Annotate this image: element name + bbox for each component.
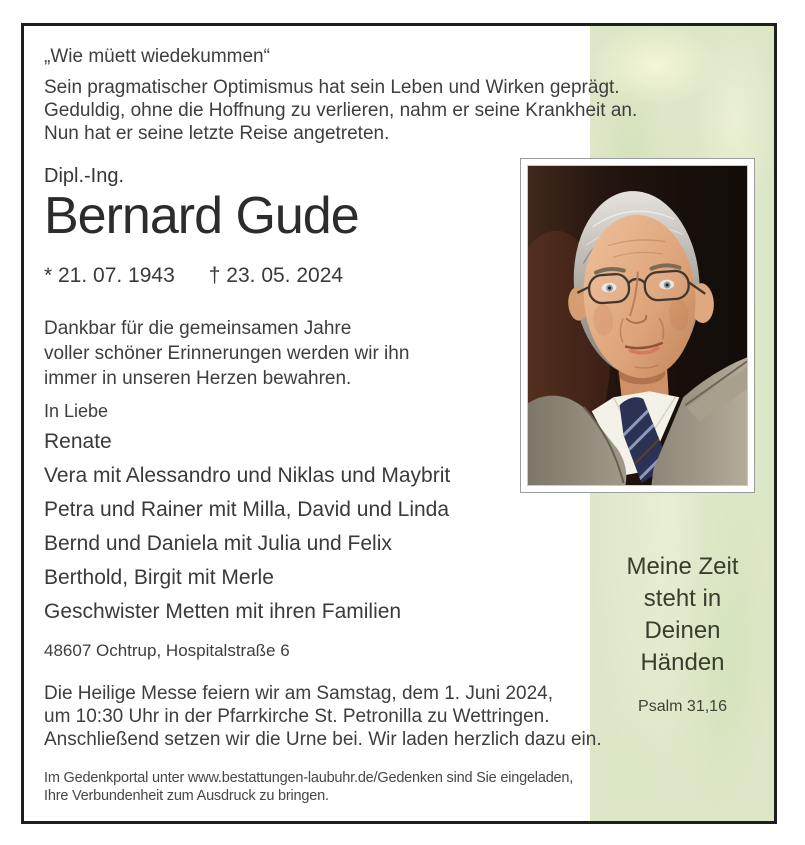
mourner-line: Geschwister Metten mit ihren Familien (44, 600, 402, 623)
gratitude-line: immer in unseren Herzen bewahren. (44, 368, 352, 389)
psalm-line: Meine Zeit (626, 553, 739, 580)
mourner-line: Vera mit Alessandro und Niklas und Maybrit (44, 464, 451, 487)
deceased-name: Bernard Gude (44, 187, 359, 245)
mourner-line: Renate (44, 430, 112, 453)
birth-date: * 21. 07. 1943 (44, 264, 175, 287)
mourners-list (44, 425, 450, 629)
mourner-line: Bernd und Daniela mit Julia und Felix (44, 532, 392, 555)
service-line: Die Heilige Messe feiern wir am Samstag, dem 1. Juni 2024, (44, 683, 554, 704)
psalm-line: Händen (640, 649, 725, 676)
intro-line: Nun hat er seine letzte Reise angetreten. (44, 123, 390, 144)
service-line: Anschließend setzen wir die Urne bei. Wir laden herzlich dazu ein. (44, 729, 602, 750)
in-love-label: In Liebe (44, 401, 109, 421)
memorial-line: Ihre Verbundenheit zum Ausdruck zu bringen. (44, 788, 329, 804)
psalm-line: steht in (643, 585, 722, 612)
death-date: † 23. 05. 2024 (208, 264, 344, 287)
life-dates (44, 264, 343, 288)
academic-title: Dipl.-Ing. (44, 165, 125, 187)
portrait-photo (528, 166, 747, 485)
psalm-verse (590, 551, 775, 723)
service-paragraph (44, 682, 602, 751)
intro-line: Sein pragmatischer Optimismus hat sein Leben und Wirken geprägt. (44, 77, 620, 98)
intro-line: Geduldig, ohne die Hoffnung zu verlieren, nahm er seine Krankheit an. (44, 100, 638, 121)
gratitude-line: voller schöner Erinnerungen werden wir ihn (44, 343, 410, 364)
mourner-line: Petra und Rainer mit Milla, David und Linda (44, 498, 450, 521)
intro-paragraph (44, 76, 637, 145)
psalm-reference: Psalm 31,16 (638, 698, 727, 715)
mourner-line: Berthold, Birgit mit Merle (44, 566, 274, 589)
memorial-portal-note (44, 769, 573, 805)
family-address: 48607 Ochtrup, Hospitalstraße 6 (44, 641, 290, 660)
gratitude-paragraph (44, 316, 409, 391)
psalm-line: Deinen (644, 617, 721, 644)
memorial-line: Im Gedenkportal unter www.bestattungen-laubuhr.de/Gedenken sind Sie eingeladen, (44, 770, 574, 786)
gratitude-line: Dankbar für die gemeinsamen Jahre (44, 318, 352, 339)
service-line: um 10:30 Uhr in der Pfarrkirche St. Petronilla zu Wettringen. (44, 706, 550, 727)
photo-frame (520, 158, 755, 493)
dialect-quote: „Wie müett wiedekummen“ (44, 46, 270, 67)
